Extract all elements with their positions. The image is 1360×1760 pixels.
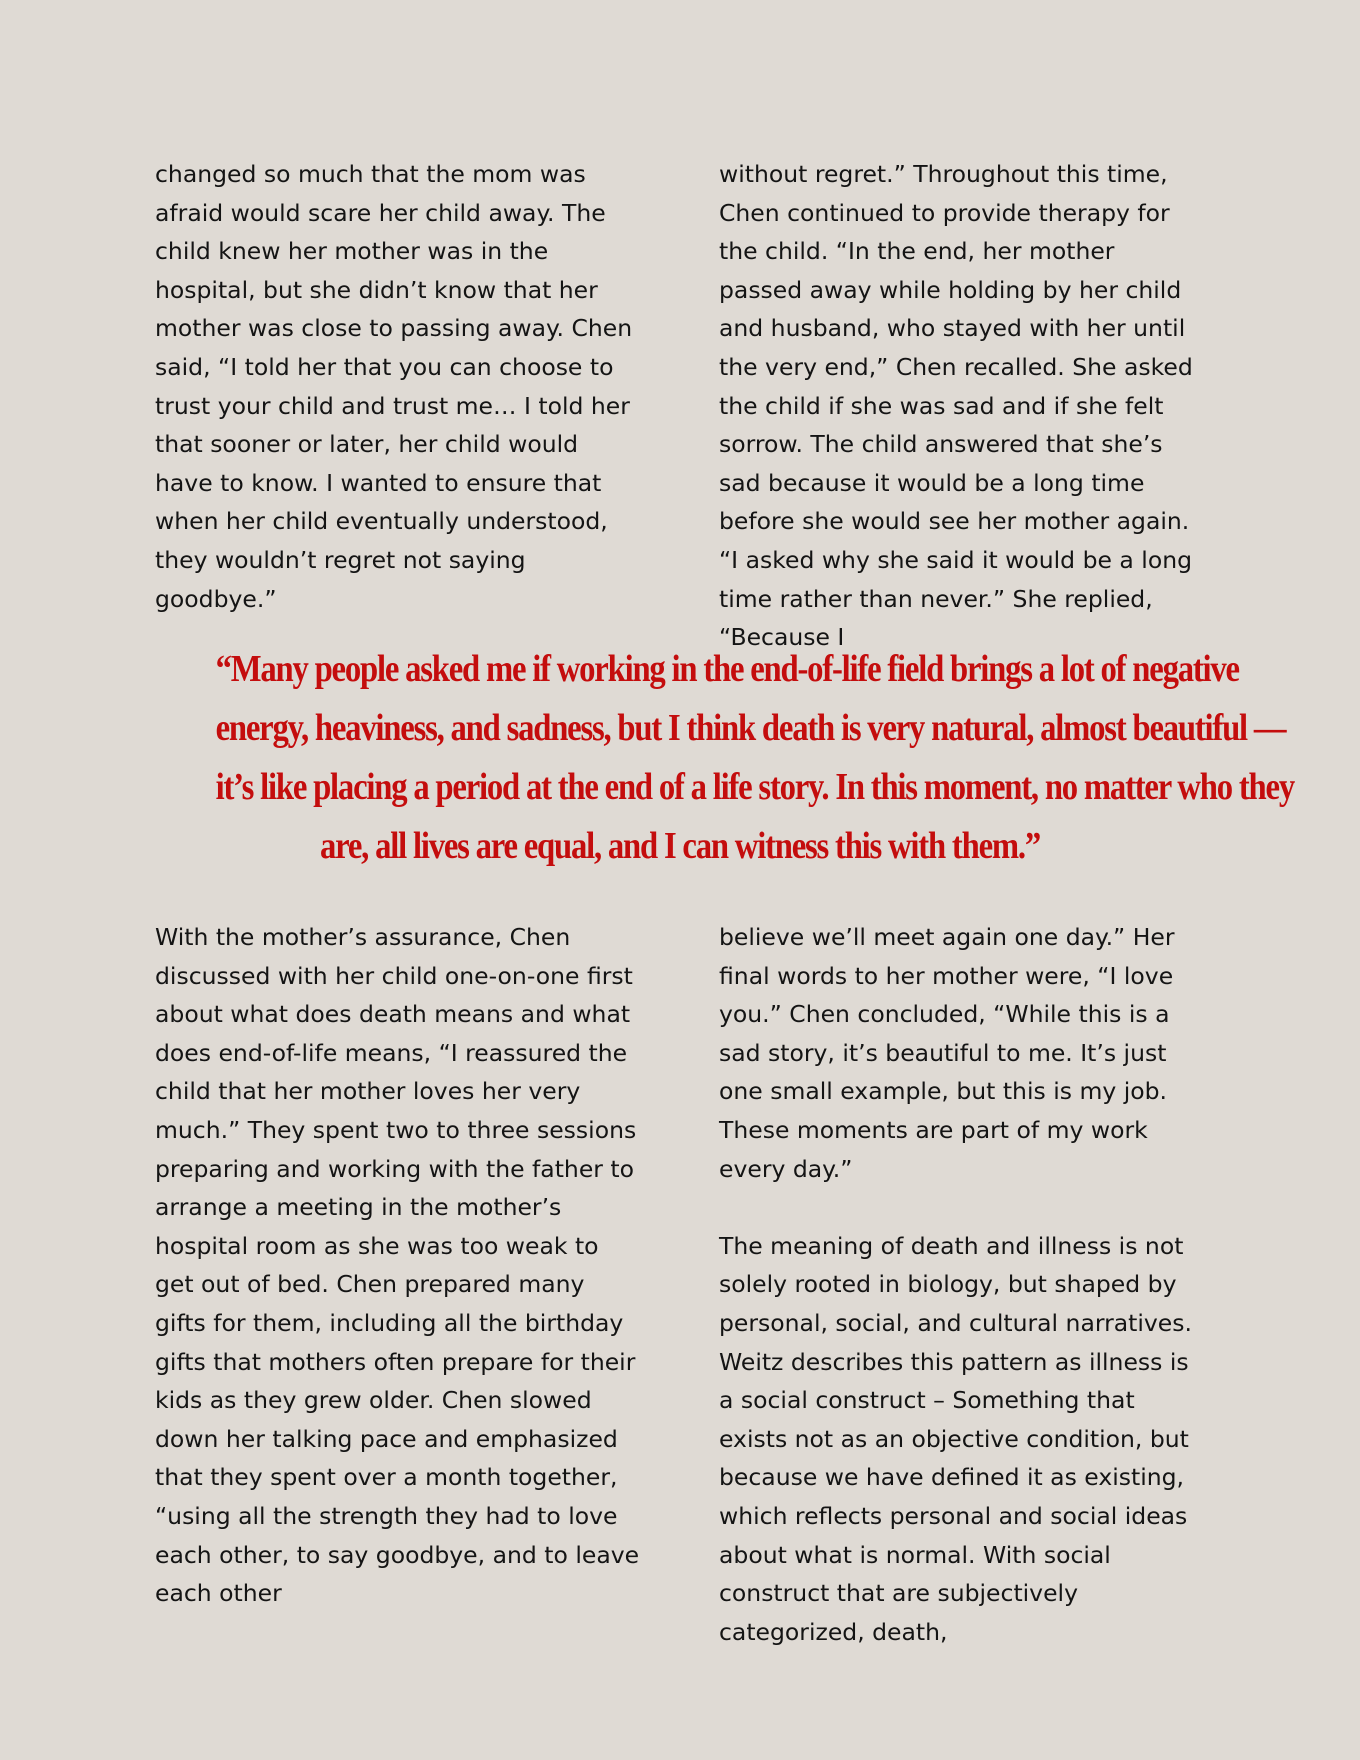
pull-quote-line: energy, heaviness, and sadness, but I think death is very natural, almost beautiful — <box>215 707 1286 749</box>
body-paragraph: changed so much that the mom was afraid would scare her child away. The child knew her mother was in the hospital, but she didn’t know that her mother was close to passing away. Chen said, “I told her that you can choose to trust your child and trust me… I told her that sooner or later, her child would have to know. I wanted to ensure that when her child eventually understood, they wouldn’t regret not saying goodbye.” <box>155 160 633 613</box>
bottom-right-column <box>719 918 1205 1651</box>
top-left-column <box>155 155 641 657</box>
pull-quote-line: are, all lives are equal, and I can witness this with them.” <box>320 825 1040 867</box>
bottom-left-column <box>155 918 641 1651</box>
top-columns <box>155 155 1205 657</box>
body-paragraph: without regret.” Throughout this time, Chen continued to provide therapy for the child. “In the end, her mother passed away while holding by her child and husband, who stayed with her until the very end,” Chen recalled. She asked the child if she was sad and if she felt sorrow. The child answered that she’s sad because it would be a long time before she would see her mother again. “I asked why she said it would be a long time rather than never.” She replied, “Because I <box>719 160 1193 652</box>
pull-quote-line: “Many people asked me if working in the end-of-life field brings a lot of negative <box>215 648 1239 690</box>
body-paragraph: With the mother’s assurance, Chen discussed with her child one-on-one first about what does death means and what does end-of-life means, “I reassured the child that her mother loves her very much.” They spent two to three sessions preparing and working with the father to arrange a meeting in the mother’s hospital room as she was too weak to get out of bed. Chen prepared many gifts for them, including all the birthday gifts that mothers often prepare for their kids as they grew older. Chen slowed down her talking pace and emphasized that they spent over a month together, “using all the strength they had to love each other, to say goodbye, and to leave each other <box>155 923 640 1608</box>
pull-quote-line: it’s like placing a period at the end of a life story. In this moment, no matter who they <box>215 766 1294 808</box>
top-right-column <box>719 155 1205 657</box>
body-paragraph: The meaning of death and illness is not solely rooted in biology, but shaped by personal, social, and cultural narratives. Weitz describes this pattern as illness is a social construct – Something that exists not as an objective condition, but because we have defined it as existing, which reflects personal and social ideas about what is normal. With social construct that are subjectively categorized, death, <box>719 1231 1192 1646</box>
pull-quote <box>215 640 1294 876</box>
body-paragraph: believe we’ll meet again one day.” Her final words to her mother were, “I love you.” Chen concluded, “While this is a sad story, it’s beautiful to me. It’s just one small example, but this is my job. These moments are part of my work every day.” <box>719 923 1175 1183</box>
bottom-columns <box>155 918 1205 1651</box>
